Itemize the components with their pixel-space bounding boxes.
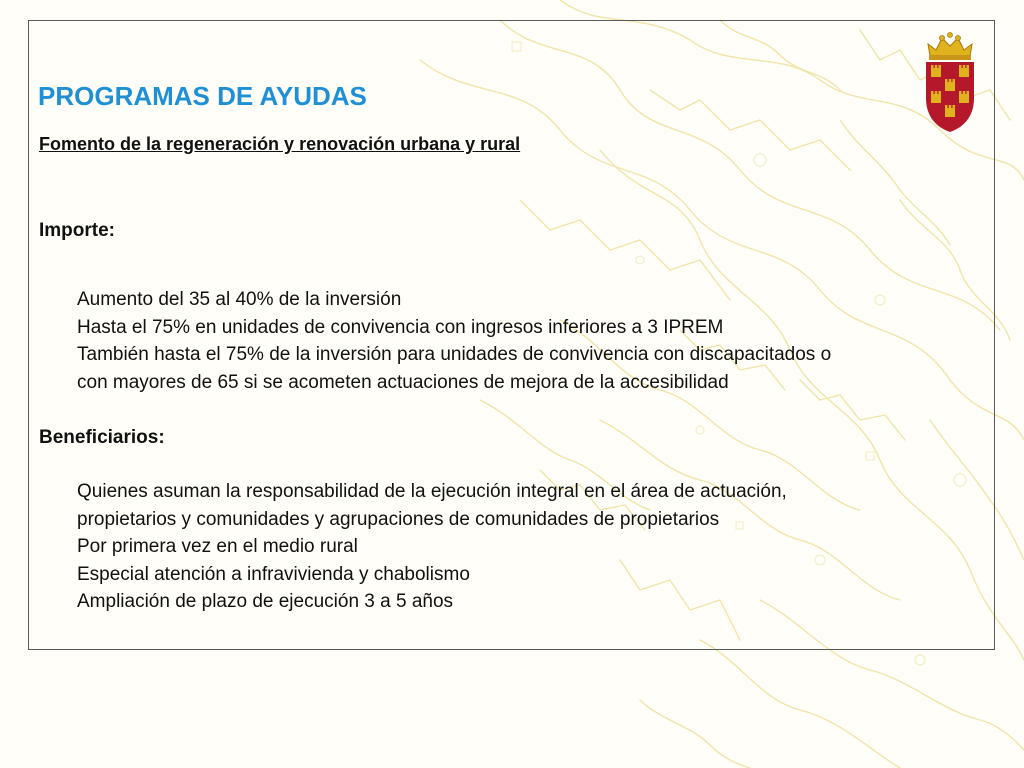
beneficiarios-heading: Beneficiarios: — [39, 427, 165, 448]
list-item: Quienes asuman la responsabilidad de la ejecución integral en el área de actuación, — [77, 481, 787, 502]
list-item: También hasta el 75% de la inversión para unidades de convivencia con discapacitados o — [77, 344, 832, 365]
list-item: con mayores de 65 si se acometen actuaciones de mejora de la accesibilidad — [77, 371, 729, 393]
beneficiarios-list — [77, 478, 989, 616]
region-coat-of-arms-icon — [922, 32, 978, 134]
list-item: Aumento del 35 al 40% de la inversión — [77, 289, 402, 310]
list-item: Hasta el 75% en unidades de convivencia con ingresos inferiores a 3 IPREM — [77, 316, 724, 338]
list-item: Especial atención a infravivienda y chabolismo — [77, 563, 470, 585]
importe-heading: Importe: — [39, 220, 115, 241]
importe-list — [77, 286, 989, 396]
list-item: Ampliación de plazo de ejecución 3 a 5 años — [77, 591, 454, 612]
list-item: propietarios y comunidades y agrupaciones de comunidades de propietarios — [77, 508, 720, 530]
page-subtitle: Fomento de la regeneración y renovación urbana y rural — [39, 134, 521, 154]
page-title: PROGRAMAS DE AYUDAS — [38, 81, 367, 111]
list-item: Por primera vez en el medio rural — [77, 536, 358, 557]
